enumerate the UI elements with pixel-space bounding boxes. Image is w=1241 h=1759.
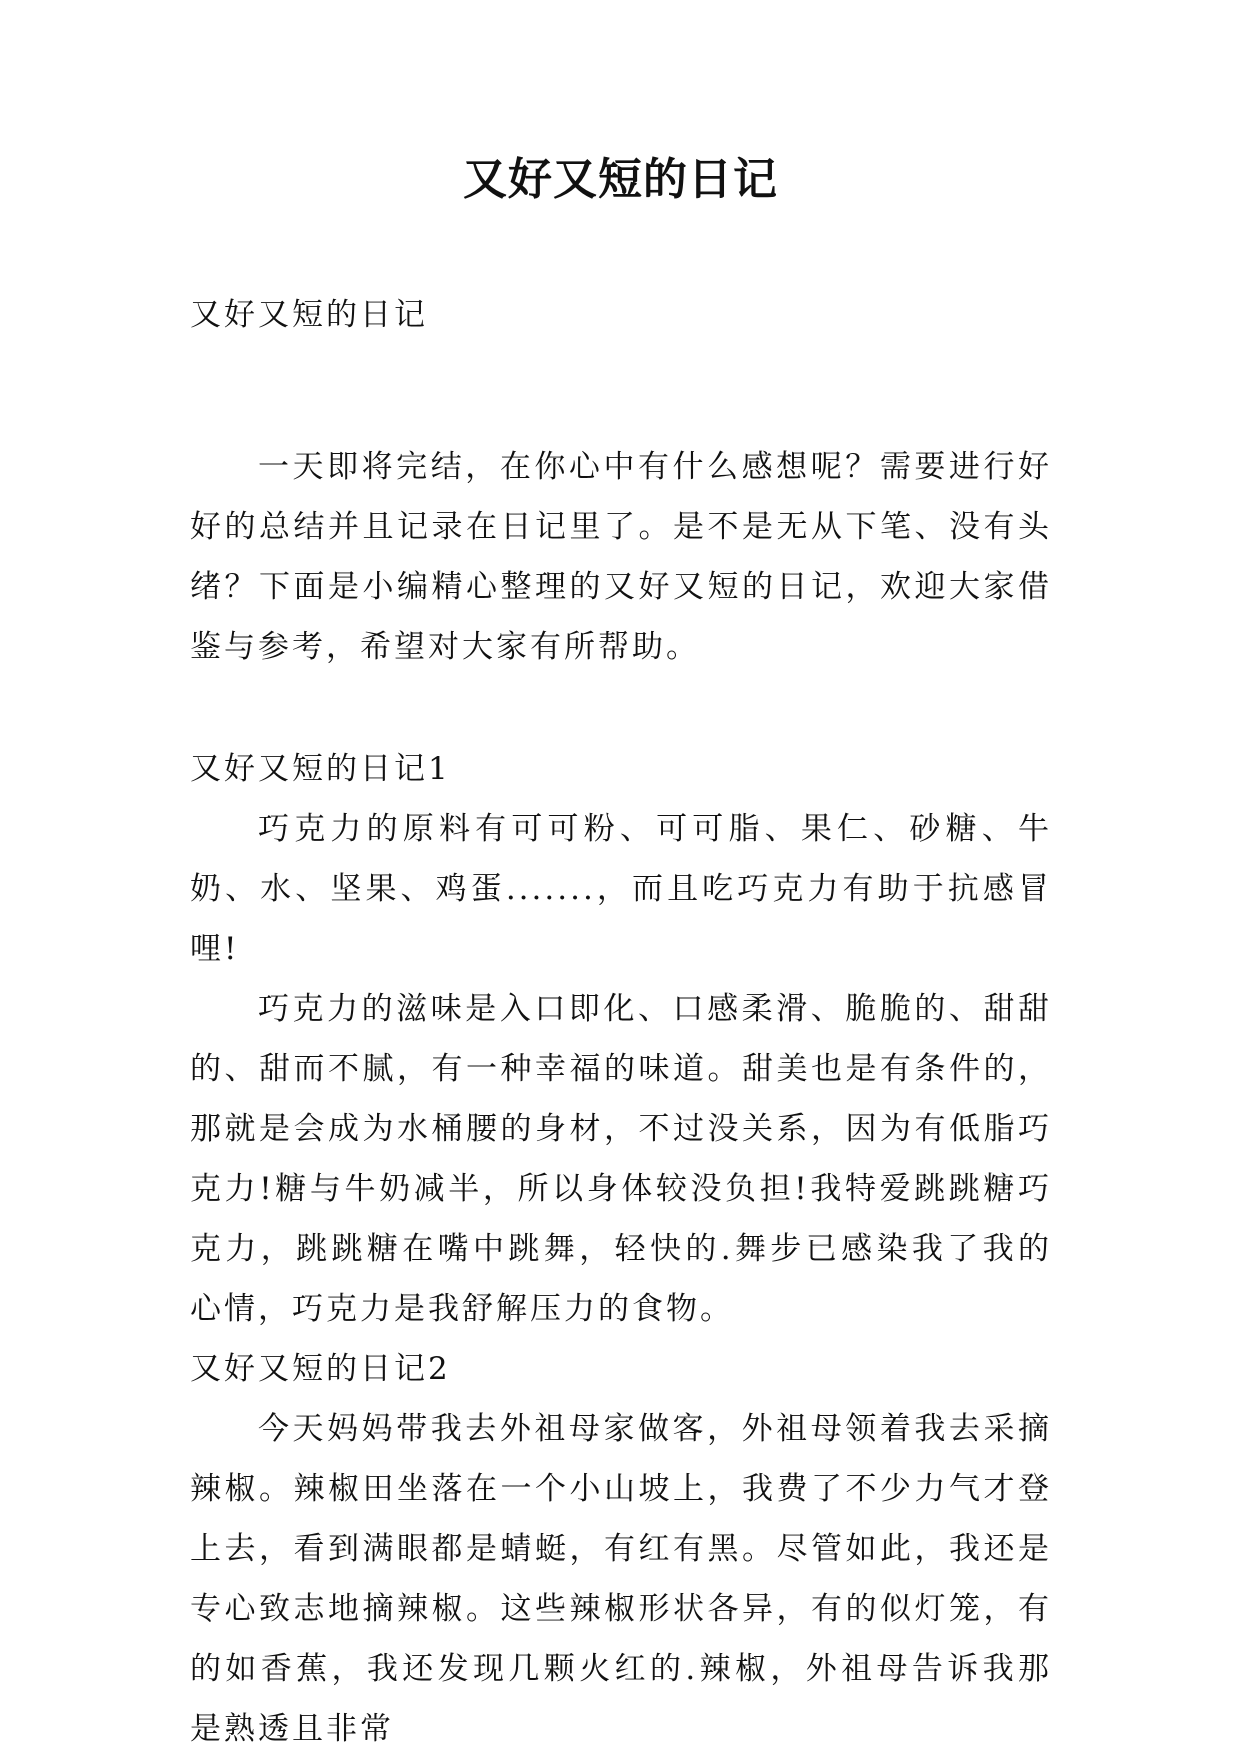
spacer <box>190 677 1052 739</box>
document-title: 又好又短的日记 <box>463 154 778 205</box>
section-1-paragraph-1: 巧克力的原料有可可粉、可可脂、果仁、砂糖、牛奶、水、坚果、鸡蛋.......，而且吃巧克力有助于抗感冒哩! <box>190 811 1052 967</box>
spacer <box>190 345 1052 437</box>
section-1-paragraph-2: 巧克力的滋味是入口即化、口感柔滑、脆脆的、甜甜的、甜而不腻，有一种幸福的味道。甜美也是有条件的，那就是会成为水桶腰的身材，不过没关系，因为有低脂巧克力!糖与牛奶减半，所以身体较没负担!我特爱跳跳糖巧克力，跳跳糖在嘴中跳舞，轻快的.舞步已感染我了我的心情，巧克力是我舒解压力的食物。 <box>190 991 1052 1327</box>
section-heading-2: 又好又短的日记2 <box>190 1351 451 1387</box>
document-body <box>190 285 1052 1759</box>
document-subtitle: 又好又短的日记 <box>190 297 428 333</box>
section-2-paragraph-1: 今天妈妈带我去外祖母家做客，外祖母领着我去采摘辣椒。辣椒田坐落在一个小山坡上，我费了不少力气才登上去，看到满眼都是蜻蜓，有红有黑。尽管如此，我还是专心致志地摘辣椒。这些辣椒形状各异，有的似灯笼，有的如香蕉，我还发现几颗火红的.辣椒，外祖母告诉我那是熟透且非常 <box>190 1411 1052 1747</box>
section-heading-1: 又好又短的日记1 <box>190 751 451 787</box>
intro-paragraph: 一天即将完结，在你心中有什么感想呢？需要进行好好的总结并且记录在日记里了。是不是无从下笔、没有头绪？下面是小编精心整理的又好又短的日记，欢迎大家借鉴与参考，希望对大家有所帮助。 <box>190 449 1052 665</box>
